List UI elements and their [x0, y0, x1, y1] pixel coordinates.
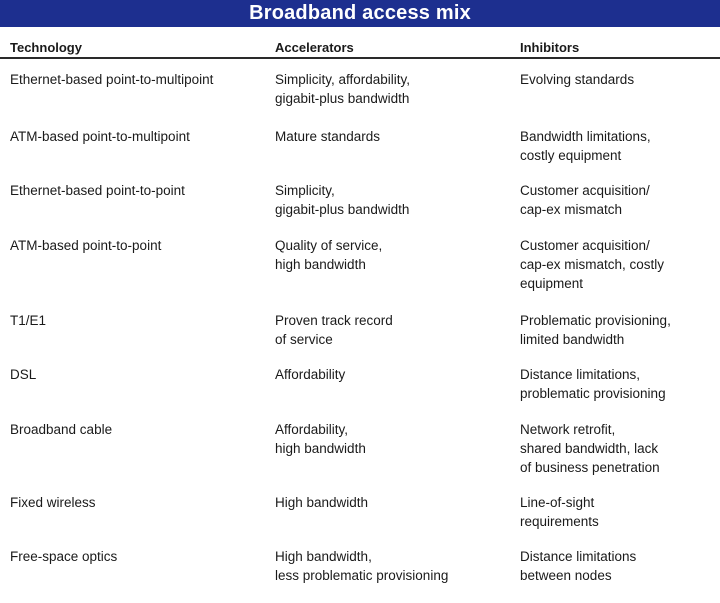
cell-line: ATM-based point-to-multipoint: [10, 129, 190, 144]
cell-line: cap-ex mismatch: [520, 202, 623, 217]
cell-line: Affordability: [275, 367, 346, 382]
cell-line: gigabit-plus bandwidth: [275, 91, 410, 106]
cell-inhibitors: [520, 70, 634, 89]
cell-inhibitors: [520, 236, 664, 293]
cell-line: of business penetration: [520, 460, 660, 475]
cell-line: Line-of-sight: [520, 495, 595, 510]
cell-line: Ethernet-based point-to-point: [10, 183, 185, 198]
cell-line: high bandwidth: [275, 441, 366, 456]
cell-inhibitors: [520, 493, 599, 531]
cell-technology: [10, 493, 96, 512]
cell-line: Ethernet-based point-to-multipoint: [10, 72, 214, 87]
cell-accelerators: [275, 70, 410, 108]
cell-line: Broadband cable: [10, 422, 113, 437]
cell-technology: [10, 70, 213, 89]
cell-line: T1/E1: [10, 313, 47, 328]
cell-accelerators: [275, 493, 368, 512]
cell-line: gigabit-plus bandwidth: [275, 202, 410, 217]
cell-line: Distance limitations: [520, 549, 637, 564]
cell-accelerators: [275, 420, 366, 458]
header-accelerators: Accelerators: [275, 40, 354, 55]
cell-line: limited bandwidth: [520, 332, 625, 347]
cell-line: of service: [275, 332, 333, 347]
cell-line: Bandwidth limitations,: [520, 129, 651, 144]
cell-line: Fixed wireless: [10, 495, 96, 510]
cell-line: Customer acquisition/: [520, 238, 650, 253]
cell-accelerators: [275, 236, 382, 274]
cell-technology: [10, 181, 185, 200]
cell-line: cap-ex mismatch, costly: [520, 257, 665, 272]
table-title: Broadband access mix: [0, 0, 720, 27]
cell-technology: [10, 547, 117, 566]
cell-line: between nodes: [520, 568, 612, 583]
cell-line: costly equipment: [520, 148, 622, 163]
cell-line: Network retrofit,: [520, 422, 616, 437]
cell-inhibitors: [520, 127, 651, 165]
cell-inhibitors: [520, 181, 650, 219]
cell-line: Mature standards: [275, 129, 381, 144]
cell-technology: [10, 236, 161, 255]
cell-inhibitors: [520, 311, 671, 349]
header-inhibitors: Inhibitors: [520, 40, 580, 55]
cell-line: Problematic provisioning,: [520, 313, 671, 328]
cell-line: equipment: [520, 276, 584, 291]
cell-technology: [10, 420, 112, 439]
cell-line: High bandwidth: [275, 495, 369, 510]
cell-inhibitors: [520, 547, 636, 585]
cell-line: ATM-based point-to-point: [10, 238, 162, 253]
cell-line: shared bandwidth, lack: [520, 441, 659, 456]
cell-line: Simplicity, affordability,: [275, 72, 411, 87]
cell-inhibitors: [520, 420, 660, 477]
header-technology: Technology: [10, 40, 82, 55]
cell-line: Customer acquisition/: [520, 183, 650, 198]
cell-line: high bandwidth: [275, 257, 366, 272]
cell-line: problematic provisioning: [520, 386, 666, 401]
cell-line: Quality of service,: [275, 238, 383, 253]
cell-accelerators: [275, 365, 345, 384]
cell-line: Evolving standards: [520, 72, 635, 87]
cell-accelerators: [275, 311, 393, 349]
cell-technology: [10, 311, 46, 330]
cell-technology: [10, 365, 36, 384]
cell-line: Affordability,: [275, 422, 349, 437]
cell-accelerators: [275, 181, 409, 219]
cell-line: Free-space optics: [10, 549, 118, 564]
cell-line: requirements: [520, 514, 599, 529]
cell-technology: [10, 127, 190, 146]
cell-accelerators: [275, 547, 448, 585]
cell-line: DSL: [10, 367, 37, 382]
cell-line: less problematic provisioning: [275, 568, 449, 583]
cell-accelerators: [275, 127, 380, 146]
cell-line: Proven track record: [275, 313, 393, 328]
cell-inhibitors: [520, 365, 666, 403]
table-header: [0, 27, 720, 59]
cell-line: High bandwidth,: [275, 549, 372, 564]
cell-line: Simplicity,: [275, 183, 335, 198]
cell-line: Distance limitations,: [520, 367, 641, 382]
